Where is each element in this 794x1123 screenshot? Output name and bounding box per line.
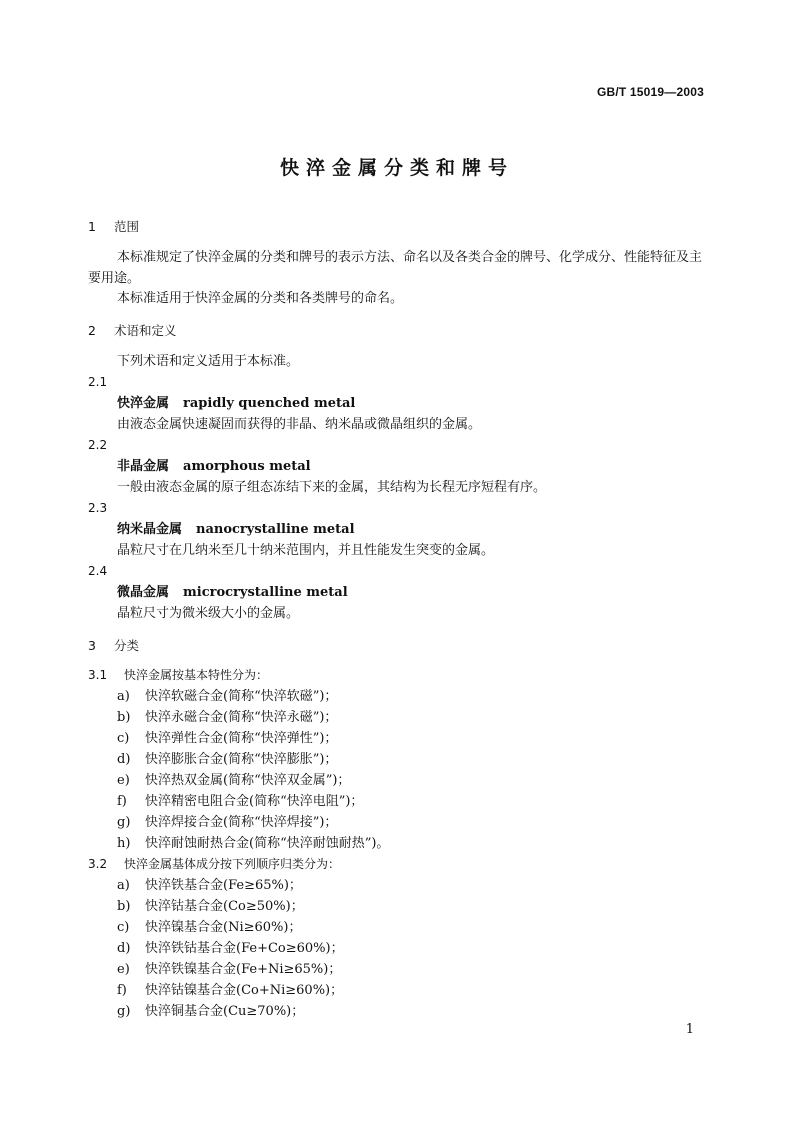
subsection-3-2-heading <box>88 856 340 873</box>
section-title: 分类 <box>113 638 139 653</box>
section-1-heading <box>88 218 139 235</box>
list-item-text: 快淬铁钴基合金(Fe+Co≥60%)； <box>145 941 344 956</box>
term-en: nanocrystalline metal <box>196 522 355 537</box>
term-definition: 晶粒尺寸为微米级大小的金属。 <box>117 606 300 621</box>
section-number: 1 <box>88 219 96 234</box>
list-item <box>117 1003 304 1020</box>
term-zh: 非晶金属 <box>117 459 170 474</box>
standard-code: GB/T 15019—2003 <box>596 85 704 99</box>
list-marker: e) <box>117 962 130 977</box>
list-item-text: 快淬铁基合金(Fe≥65%)； <box>145 878 302 893</box>
list-item-text: 快淬膨胀合金(简称“快淬膨胀”)； <box>145 752 338 767</box>
list-item-text: 快淬软磁合金(简称“快淬软磁”)； <box>145 689 338 704</box>
term-name <box>117 458 311 475</box>
term-number: 2.1 <box>88 375 108 389</box>
list-item-text: 快淬镍基合金(Ni≥60%)； <box>145 920 302 935</box>
list-marker: c) <box>117 731 130 746</box>
subsection-number: 3.1 <box>88 668 108 682</box>
list-marker: d) <box>117 941 131 956</box>
list-item <box>117 751 337 768</box>
term-zh: 快淬金属 <box>117 396 170 411</box>
term-name <box>117 584 348 601</box>
list-item <box>117 772 350 789</box>
section-2-intro: 下列术语和定义适用于本标准。 <box>117 354 300 369</box>
section-number: 3 <box>88 638 96 653</box>
list-marker: b) <box>117 710 131 725</box>
section-1-paragraph-2: 本标准适用于快淬金属的分类和各类牌号的命名。 <box>117 291 404 306</box>
list-item-text: 快淬钴镍基合金(Co+Ni≥60%)； <box>145 983 344 998</box>
term-definition: 晶粒尺寸在几纳米至几十纳米范围内，并且性能发生突变的金属。 <box>117 543 495 558</box>
list-item <box>117 919 301 936</box>
list-marker: d) <box>117 752 131 767</box>
list-item-text: 快淬弹性合金(简称“快淬弹性”)； <box>145 731 338 746</box>
list-item-text: 快淬焊接合金(简称“快淬焊接”)； <box>145 815 338 830</box>
section-title: 范围 <box>113 219 139 234</box>
subsection-3-1-heading <box>88 667 268 684</box>
term-number: 2.2 <box>88 438 108 452</box>
list-item <box>117 709 337 726</box>
subsection-title: 快淬金属基体成分按下列顺序归类分为： <box>124 857 341 871</box>
list-item-text: 快淬铁镍基合金(Fe+Ni≥65%)； <box>145 962 342 977</box>
term-zh: 微晶金属 <box>117 585 170 600</box>
term-en: rapidly quenched metal <box>183 396 356 411</box>
page-number: 1 <box>685 1022 694 1037</box>
term-name <box>117 521 355 538</box>
list-item <box>117 793 363 810</box>
subsection-title: 快淬金属按基本特性分为： <box>124 668 269 682</box>
list-item-text: 快淬铜基合金(Cu≥70%)； <box>145 1004 305 1019</box>
list-item-text: 快淬热双金属(简称“快淬双金属”)； <box>145 773 351 788</box>
list-marker: f) <box>117 794 127 809</box>
list-item <box>117 982 343 999</box>
term-number: 2.4 <box>88 564 108 578</box>
list-item-text: 快淬耐蚀耐热合金(简称“快淬耐蚀耐热”)。 <box>145 836 390 851</box>
list-item <box>117 877 302 894</box>
list-marker: g) <box>117 815 131 830</box>
term-zh: 纳米晶金属 <box>117 522 183 537</box>
term-name <box>117 395 355 412</box>
document-title: 快淬金属分类和牌号 <box>279 157 514 179</box>
list-marker: f) <box>117 983 127 998</box>
section-2-heading <box>88 322 177 339</box>
list-marker: b) <box>117 899 131 914</box>
list-item-text: 快淬精密电阻合金(简称“快淬电阻”)； <box>145 794 364 809</box>
term-en: microcrystalline metal <box>183 585 348 600</box>
list-marker: a) <box>117 689 130 704</box>
term-definition: 由液态金属快速凝固而获得的非晶、纳米晶或微晶组织的金属。 <box>117 417 482 432</box>
list-item <box>117 835 389 852</box>
subsection-number: 3.2 <box>88 857 108 871</box>
list-item <box>117 814 337 831</box>
list-item <box>117 898 304 915</box>
list-item <box>117 961 341 978</box>
list-marker: e) <box>117 773 130 788</box>
section-title: 术语和定义 <box>113 323 177 338</box>
list-marker: a) <box>117 878 130 893</box>
term-number: 2.3 <box>88 501 108 515</box>
list-item <box>117 730 337 747</box>
term-definition: 一般由液态金属的原子组态冻结下来的金属，其结构为长程无序短程有序。 <box>117 480 547 495</box>
section-number: 2 <box>88 323 96 338</box>
list-item <box>117 940 344 957</box>
section-3-heading <box>88 637 139 654</box>
list-item-text: 快淬永磁合金(简称“快淬永磁”)； <box>145 710 338 725</box>
list-item <box>117 688 337 705</box>
list-marker: g) <box>117 1004 131 1019</box>
list-marker: h) <box>117 836 131 851</box>
section-1-paragraph-1: 本标准规定了快淬金属的分类和牌号的表示方法、命名以及各类合金的牌号、化学成分、性能特征及主要用途。 <box>88 250 703 286</box>
list-item-text: 快淬钴基合金(Co≥50%)； <box>145 899 304 914</box>
list-marker: c) <box>117 920 130 935</box>
term-en: amorphous metal <box>183 459 311 474</box>
